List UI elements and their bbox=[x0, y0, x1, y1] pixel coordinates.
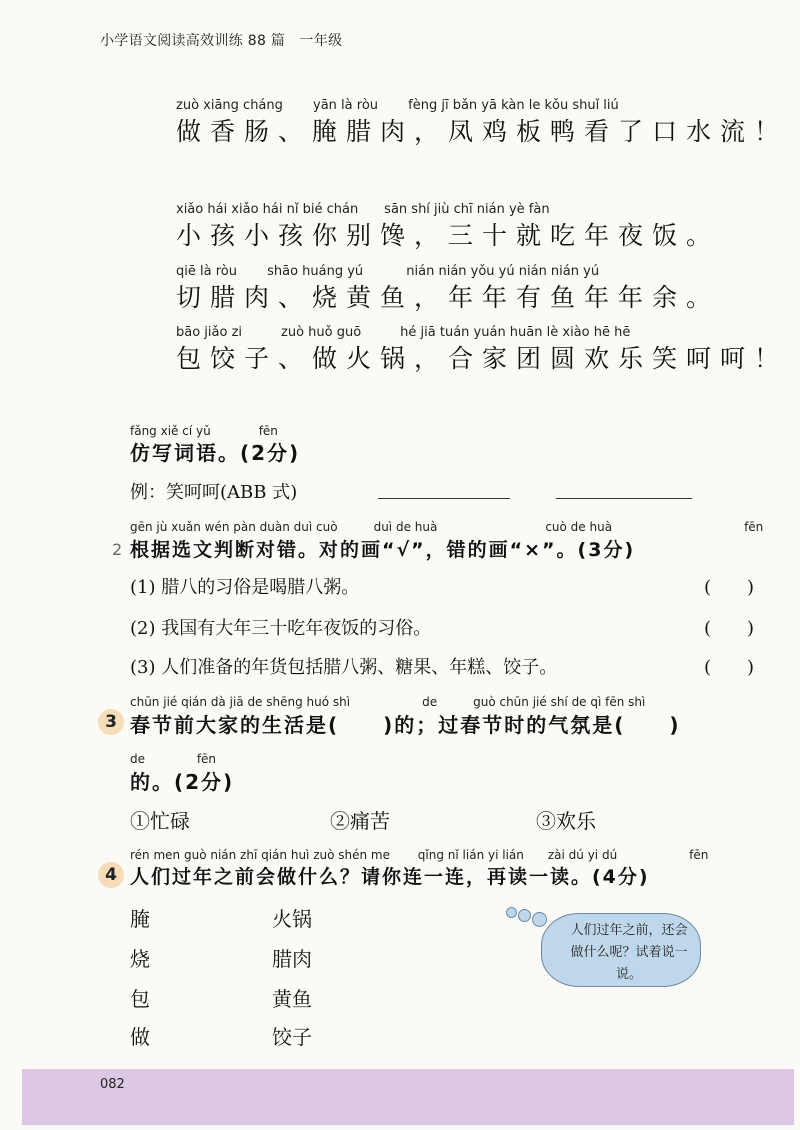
q2-answer-2[interactable]: ( ) bbox=[704, 618, 755, 639]
q4-right-4[interactable]: 饺子 bbox=[272, 1025, 312, 1049]
q2-answer-3[interactable]: ( ) bbox=[704, 657, 755, 678]
q2-title: 根据选文判断对错。对的画“√”，错的画“×”。(3分) bbox=[130, 539, 636, 561]
q3-pinyin: chūn jié qián dà jiā de shēng huó shì de guò chūn jié shí de qì fēn shì bbox=[130, 695, 646, 709]
bubble-dot-3 bbox=[532, 912, 547, 927]
footer-band bbox=[22, 1069, 794, 1125]
q4-left-1[interactable]: 腌 bbox=[130, 907, 150, 931]
q3-title-2: 的。(2分) bbox=[130, 770, 235, 794]
q1-example: 例：笑呵呵(ABB 式) bbox=[130, 482, 298, 503]
book-header: 小学语文阅读高效训练 88 篇 一年级 bbox=[100, 33, 343, 49]
page-number: 082 bbox=[100, 1077, 125, 1092]
q4-left-3[interactable]: 包 bbox=[130, 987, 150, 1011]
thought-bubble bbox=[541, 913, 701, 987]
q1-answer-line-1[interactable] bbox=[378, 498, 510, 499]
poem-pinyin-4: bāo jiǎo zi zuò huǒ guō hé jiā tuán yuán huān lè xiào hē hē bbox=[176, 325, 631, 340]
q1-title: 仿写词语。(2分) bbox=[130, 441, 301, 465]
q4-right-2[interactable]: 腊肉 bbox=[272, 947, 312, 971]
q4-right-1[interactable]: 火锅 bbox=[272, 907, 312, 931]
poem-line-3: 切腊肉、烧黄鱼，年年有鱼年年余。 bbox=[176, 283, 721, 312]
q4-pinyin: rén men guò nián zhī qián huì zuò shén me qǐng nǐ lián yi lián zài dú yi dú fēn bbox=[130, 848, 709, 862]
q2-number: 2 bbox=[112, 540, 123, 559]
bubble-text: 人们过年之前，还会做什么呢？试着说一说。 bbox=[570, 923, 688, 982]
q4-title: 人们过年之前会做什么？请你连一连，再读一读。(4分) bbox=[130, 866, 650, 888]
q2-answer-1[interactable]: ( ) bbox=[704, 577, 755, 598]
q2-pinyin: gēn jù xuǎn wén pàn duàn duì cuò duì de huà cuò de huà fēn bbox=[130, 520, 764, 534]
poem-line-4: 包饺子、做火锅，合家团圆欢乐笑呵呵！ bbox=[176, 344, 789, 373]
poem-line-1: 做香肠、腌腊肉，凤鸡板鸭看了口水流！ bbox=[176, 117, 789, 146]
q2-item-3: (3) 人们准备的年货包括腊八粥、糖果、年糕、饺子。 bbox=[130, 657, 558, 678]
q1-pinyin: fǎng xiě cí yǔ fēn bbox=[130, 424, 278, 438]
poem-pinyin-1: zuò xiāng cháng yān là ròu fèng jī bǎn yā kàn le kǒu shuǐ liú bbox=[176, 98, 619, 113]
q2-item-2: (2) 我国有大年三十吃年夜饭的习俗。 bbox=[130, 618, 432, 639]
q3-title: 春节前大家的生活是( )的；过春节时的气氛是( ) bbox=[130, 713, 681, 737]
q3-pinyin-2: de fēn bbox=[130, 752, 217, 766]
poem-pinyin-2: xiǎo hái xiǎo hái nǐ bié chán sān shí jiù chī nián yè fàn bbox=[176, 202, 550, 217]
q1-answer-line-2[interactable] bbox=[556, 498, 692, 499]
q3-option-3[interactable]: ③欢乐 bbox=[536, 809, 596, 833]
poem-pinyin-3: qiē là ròu shāo huáng yú nián nián yǒu yú nián nián yú bbox=[176, 264, 600, 279]
poem-line-2: 小孩小孩你别馋，三十就吃年夜饭。 bbox=[176, 221, 721, 250]
q3-number-badge: 3 bbox=[98, 709, 124, 735]
bubble-dot-2 bbox=[518, 909, 531, 922]
q4-right-3[interactable]: 黄鱼 bbox=[272, 987, 312, 1011]
bubble-dot-1 bbox=[506, 907, 517, 918]
q4-left-2[interactable]: 烧 bbox=[130, 947, 150, 971]
q2-item-1: (1) 腊八的习俗是喝腊八粥。 bbox=[130, 577, 360, 598]
q3-option-2[interactable]: ②痛苦 bbox=[330, 809, 390, 833]
q4-left-4[interactable]: 做 bbox=[130, 1025, 150, 1049]
q4-number-badge: 4 bbox=[98, 862, 124, 888]
q3-option-1[interactable]: ①忙碌 bbox=[130, 809, 190, 833]
